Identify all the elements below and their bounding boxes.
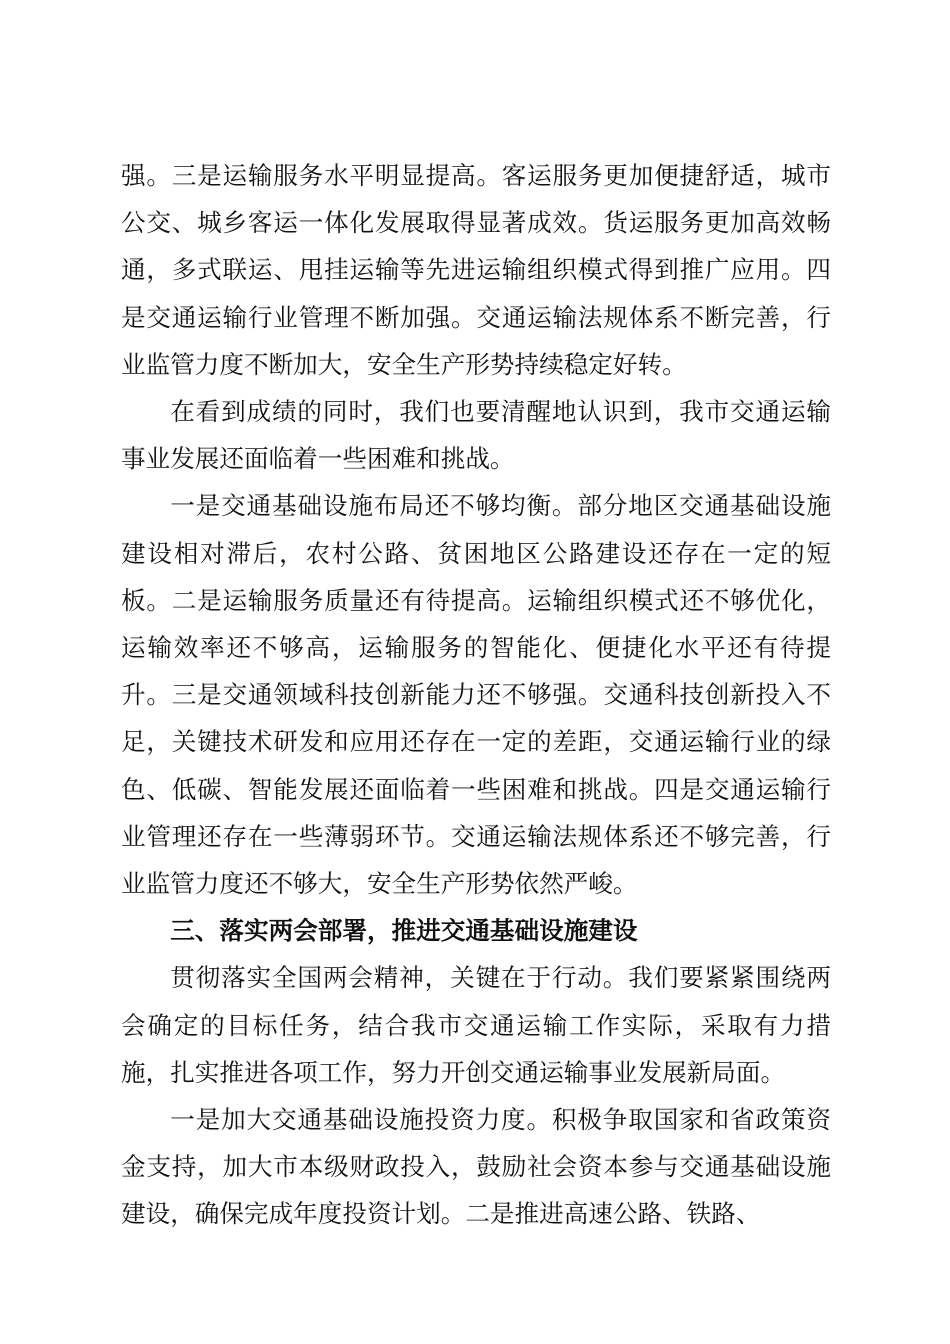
paragraph-challenges-intro: 在看到成绩的同时，我们也要清醒地认识到，我市交通运输事业发展还面临着一些困难和挑战。 xyxy=(121,397,831,474)
paragraph-implementation-intro: 贯彻落实全国两会精神，关键在于行动。我们要紧紧围绕两会确定的目标任务，结合我市交通运输工作实际，采取有力措施，扎实推进各项工作，努力开创交通运输事业发展新局面。 xyxy=(121,963,831,1087)
paragraph-investment: 一是加大交通基础设施投资力度。积极争取国家和省政策资金支持，加大市本级财政投入，鼓励社会资本参与交通基础设施建设，确保完成年度投资计划。二是推进高速公路、铁路、 xyxy=(121,1105,831,1229)
paragraph-challenges-list: 一是交通基础设施布局还不够均衡。部分地区交通基础设施建设相对滞后，农村公路、贫困地区公路建设还存在一定的短板。二是运输服务质量还有待提高。运输组织模式还不够优化，运输效率还不够高，运输服务的智能化、便捷化水平还有待提升。三是交通领域科技创新能力还不够强。交通科技创新投入不足，关键技术研发和应用还存在一定的差距，交通运输行业的绿色、低碳、智能发展还面临着一些困难和挑战。四是交通运输行业管理还存在一些薄弱环节。交通运输法规体系还不够完善，行业监管力度还不够大，安全生产形势依然严峻。 xyxy=(121,491,831,899)
section-heading: 三、落实两会部署，推进交通基础设施建设 xyxy=(170,916,638,946)
paragraph-continuation: 强。三是运输服务水平明显提高。客运服务更加便捷舒适，城市公交、城乡客运一体化发展取得显著成效。货运服务更加高效畅通，多式联运、甩挂运输等先进运输组织模式得到推广应用。四是交通运输行业管理不断加强。交通运输法规体系不断完善，行业监管力度不断加大，安全生产形势持续稳定好转。 xyxy=(121,161,831,379)
document-body xyxy=(121,152,831,1238)
